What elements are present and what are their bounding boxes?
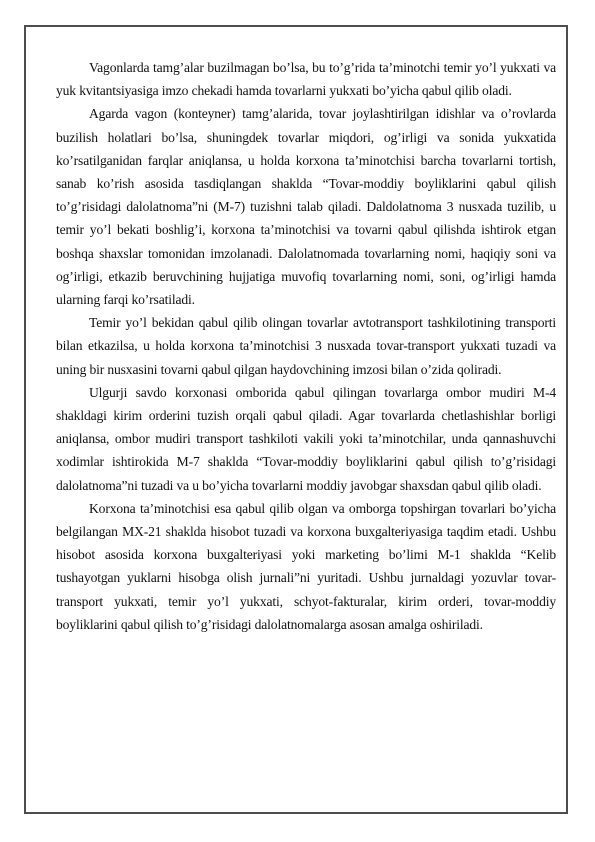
paragraph-1: Vagonlarda tamg’alar buzilmagan bo’lsa, bu to’g’rida ta’minotchi temir yo’l yukxati va yuk kvitantsiyasiga imzo chekadi hamda tovarlarni yukxati bo’yicha qabul qilib oladi. <box>56 60 556 99</box>
paragraph-2: Agarda vagon (konteyner) tamg’alarida, tovar joylashtirilgan idishlar va o’rovlarda buzilish holatlari bo’lsa, shuningdek tovarlar miqdori, og’irligi va sonida yukxatida ko’rsatilganidan farqlar aniqlansa, u holda korxona ta’minotchisi barcha tovarlarni tortish, sanab ko’rish asosida tasdiqlangan shaklda “Tovar-moddiy boyliklarini qabul qilish to’g’risidagi dalolatnoma”ni (M-7) tuzishni talab qiladi. Daldolatnoma 3 nusxada tuzilib, u temir yo’l bekati boshlig’i, korxona ta’minotchisi va tovarni qabul qilishda ishtirok etgan boshqa shaxslar tomonidan imzolanadi. Dalolatnomada tovarlarning nomi, haqiqiy soni va og’irligi, etkazib beruvchining hujjatiga muvofiq tovarlarning nomi, soni, og’irligi hamda ularning farqi ko’rsatiladi. <box>56 106 556 308</box>
paragraph-3: Temir yo’l bekidan qabul qilib olingan tovarlar avtotransport tashkilotining transporti bilan etkazilsa, u holda korxona ta’minotchisi 3 nusxada tovar-transport yukxati tuzadi va uning bir nusxasini tovarni qabul qilgan haydovchining imzosi bilan o’zida qoliradi. <box>56 315 556 377</box>
paragraph-5: Korxona ta’minotchisi esa qabul qilib olgan va omborga topshirgan tovarlari bo’yicha belgilangan MX-21 shaklda hisobot tuzadi va korxona buxgalteriyasiga taqdim etadi. Ushbu hisobot asosida korxona buxgalteriyasi yoki marketing bo’limi M-1 shaklda “Kelib tushayotgan yuklarni hisobga olish jurnali”ni yuritadi. Ushbu jurnaldagi yozuvlar tovar-transport yukxati, temir yo’l yukxati, schyot-fakturalar, kirim orderi, tovar-moddiy boyliklarini qabul qilish to’g’risidagi dalolatnomalarga asosan amalga oshiriladi. <box>56 500 556 632</box>
paragraph-4: Ulgurji savdo korxonasi omborida qabul qilingan tovarlarga ombor mudiri M-4 shakldagi kirim orderini tuzish orqali qabul qiladi. Agar tovarlarda chetlashishlar borligi aniqlansa, ombor mudiri transport tashkiloti vakili yoki ta’minotchilar, unda qannashuvchi xodimlar ishtirokida M-7 shaklda “Tovar-moddiy boyliklarini qabul qilish to’g’risidagi dalolatnoma”ni tuzadi va u bo’yicha tovarlarni moddiy javobgar shaxsdan qabul qilib oladi. <box>56 384 556 493</box>
document-body <box>56 56 556 636</box>
